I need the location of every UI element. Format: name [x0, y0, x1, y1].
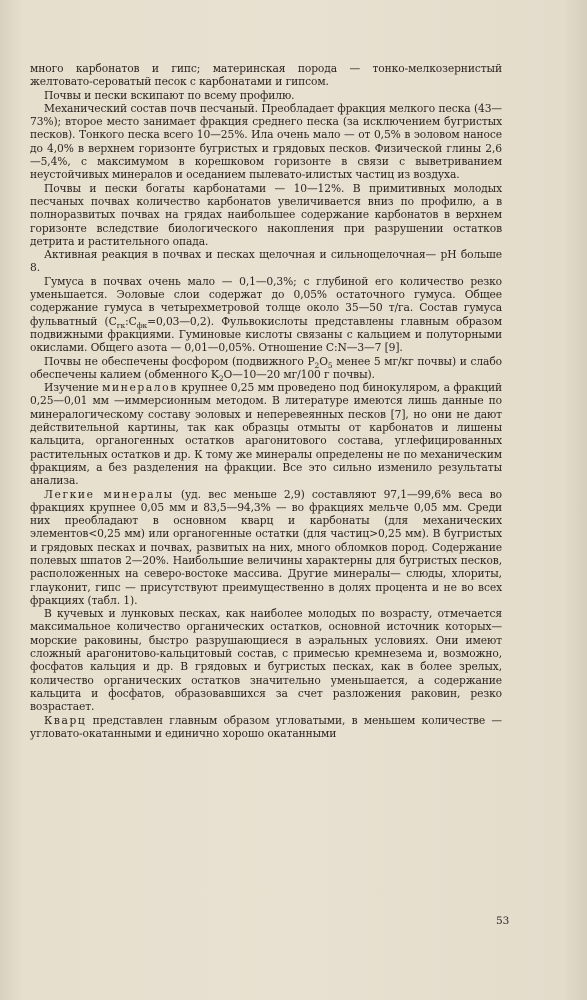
p6-text-c: =0,03—0,2). Фульвокислоты представлены главным образом подвижными фракциями. Гуминовые кислоты связаны с кальцием и полуторными окислами. Общего азота — 0,01—0,05%. Отношение С:N—3—7 [9].: [30, 314, 503, 355]
paragraph-9: [30, 488, 502, 608]
p6-subscript-gk: гк: [116, 320, 126, 330]
p8-text-a: Изучение: [44, 381, 103, 395]
p7-subscript-1: 2: [314, 360, 320, 370]
p9-spaced-term: Легкие минералы: [44, 487, 174, 501]
paragraph-8: [30, 381, 502, 487]
paragraph-2: Почвы и пески вскипают по всему профилю.: [44, 88, 295, 102]
paragraph-10: В кучевых и лунковых песках, как наиболее молодых по возрасту, отмечается максимальное количество органических остатков, основной источник которых—морские раковины, быстро разрушающиеся в аэральных условиях. Они имеют сложный арагонитово-кальцитовый состав, с примесью кремнезема и, возможно, фосфатов кальция и др. В грядовых и бугристых песках, как в более зрелых, количество органических остатков значительно уменьшается, а содержание кальцита и фосфатов, образовавшихся за счет разложения раковин, резко возрастает.: [30, 607, 502, 714]
paragraph-4: Почвы и пески богаты карбонатами — 10—12%. В примитивных молодых песчаных почвах количество карбонатов увеличивается вниз по профилю, а в полноразвитых почвах на грядах наибольшее содержание карбонатов в верхнем горизонте вследствие биологического накопления при разрушении остатков детрита и растительного опада.: [30, 181, 502, 248]
paragraph-5: Активная реакция в почвах и песках щелочная и сильнощелочная— pH больше 8.: [30, 248, 502, 275]
p7-text-d: O—10—20 мг/100 г почвы).: [223, 367, 375, 381]
p11-spaced-term: Кварц: [44, 713, 87, 727]
p7-text-a: Почвы не обеспечены фосфором (подвижного P: [44, 354, 315, 368]
p6-text-a: Гумуса в почвах очень мало — 0,1—0,3%; с глубиной его количество резко уменьшается. Эоловые слои содержат до 0,05% остаточного гумуса. Общее содержание гумуса в четырехметровой толще около 35—50 т/га. Состав гумуса фульватный (С: [30, 274, 502, 328]
p8-spaced-term: минералов: [102, 381, 178, 395]
paragraph-7: [30, 355, 502, 382]
p7-text-c: менее 5 мг/кг почвы) и слабо обеспечены калием (обменного K: [30, 354, 502, 381]
p7-text-b: O: [319, 354, 328, 368]
p7-subscript-3: 2: [218, 373, 224, 383]
paragraph-1: много карбонатов и гипс; материнская порода — тонко-мелкозернистый желтовато-сероватый песок с карбонатами и гипсом.: [30, 62, 502, 89]
page-text: [30, 62, 502, 740]
p6-subscript-fk: фк: [136, 320, 148, 330]
p6-text-b: :С: [125, 314, 137, 328]
page-number: 53: [496, 915, 510, 927]
paragraph-11: [30, 714, 502, 741]
p7-subscript-2: 5: [327, 360, 333, 370]
p8-text-b: крупнее 0,25 мм проведено под бинокуляром, а фракций 0,25—0,01 мм —иммерсионным методом. В литературе имеются лишь данные по минералогическому составу эоловых и неперевеянных песков [7], но они не дают действительной картины, так как образцы отмыты от карбонатов и лишены кальцита, органогенных остатков арагонитового состава, углефицированных растительных остатков и др. К тому же минералы определены не по механическим фракциям, а без разделения на фракции. Все это сильно изменило результаты анализа.: [30, 381, 503, 488]
p9-text-b: (уд. вес меньше 2,9) составляют 97,1—99,6% веса во фракциях крупнее 0,05 мм и 83,5—94,3% — во фракциях мельче 0,05 мм. Среди них преобладают в основном кварц и карбонаты (для механических элементов<0,25 мм) или органогенные остатки (для частиц>0,25 мм). В бугристых и грядовых песках и почвах, развитых на них, много обломков пород. Содержание полевых шпатов 2—20%. Наибольшие величины характерны для бугристых песков, расположенных на северо-востоке массива. Другие минералы— слюды, хлориты, глауконит, гипс — присутствуют преимущественно в долях процента и не во всех фракциях (табл. 1).: [30, 487, 503, 607]
paragraph-6: [30, 275, 502, 355]
paragraph-3: Механический состав почв песчаный. Преобладает фракция мелкого песка (43—73%); второе место занимает фракция среднего песка (за исключением бугристых песков). Тонкого песка всего 10—25%. Ила очень мало — от 0,5% в эоловом наносе до 4,0% в верхнем горизонте бугристых и грядовых песков. Физической глины 2,6—5,4%, с максимумом в корешковом горизонте в связи с выветриванием неустойчивых минералов и оседанием пылевато-илистых частиц из воздуха.: [30, 101, 502, 182]
p11-text-b: представлен главным образом угловатыми, в меньшем количестве — угловато-окатанными и единично хорошо окатанными: [30, 713, 502, 740]
